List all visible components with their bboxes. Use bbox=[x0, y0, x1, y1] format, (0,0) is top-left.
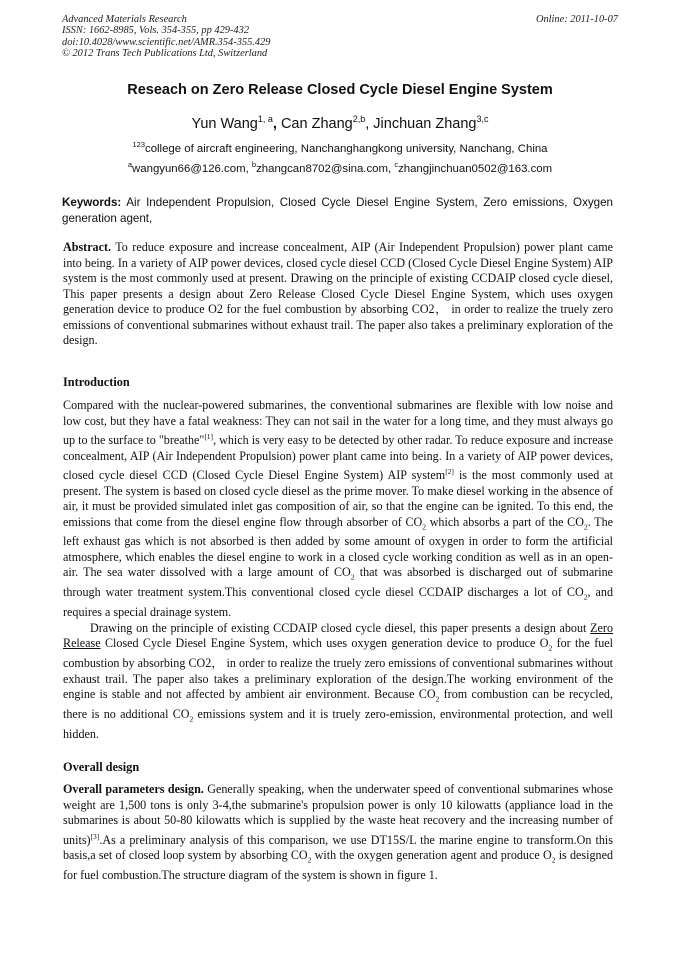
online-date: Online: 2011-10-07 bbox=[535, 14, 618, 25]
paper-title: Reseach on Zero Release Closed Cycle Diesel Engine System bbox=[127, 82, 553, 98]
affiliation bbox=[62, 140, 618, 155]
subscript: 2 bbox=[307, 855, 312, 865]
text-run: that was absorbed is discharged out of submarine through water treatment system.This conventional closed cycle diesel CCDAIP discharges a lot of CO bbox=[63, 565, 613, 600]
text-run: . The left exhaust gas which is not absorbed is then added by some amount of oxygen in order to form the artificial atmosphere, which enables the diesel engine to work in a closed cycle working condition as well as in an open-air. The sea water dissolved with a large amount of CO bbox=[63, 514, 613, 580]
email-mark: c bbox=[394, 160, 399, 169]
affiliation-mark: 123 bbox=[132, 140, 145, 149]
journal-name: Advanced Materials Research bbox=[62, 14, 187, 25]
author-name: Can Zhang bbox=[280, 115, 353, 132]
author-affil-mark: 2,b bbox=[352, 114, 366, 124]
subscript: 2 bbox=[350, 572, 355, 582]
email-list bbox=[62, 160, 618, 175]
email-mark: b bbox=[251, 160, 257, 169]
text-run: with the oxygen generation agent and produce O bbox=[311, 848, 552, 863]
author-affil-mark: 1, a bbox=[257, 114, 273, 124]
doi-line: doi:10.4028/www.scientific.net/AMR.354-355.429 bbox=[62, 36, 271, 48]
citation-ref[interactable]: [3] bbox=[90, 831, 100, 841]
running-header bbox=[62, 14, 618, 60]
text-run: .As a preliminary analysis of this comparison, we use DT15S/L the marine engine to transform.On this basis,a set of closed loop system by absorbing CO bbox=[63, 832, 613, 863]
abstract-text: To reduce exposure and increase concealment, AIP (Air Independent Propulsion) power plant came into being. In a variety of AIP power devices, closed cycle diesel CCD (Closed Cycle Diesel Engine System) AIP system is the most commonly used at present. Drawing on the principle of existing CCDAIP closed cycle diesel, This paper presents a design about Zero Release Closed Cycle Diesel Engine System, which uses oxygen generation device to produce O2 for the fuel combustion by absorbing CO2， in order to realize the truely zero emissions of conventional submarines without exhaust trail. The paper also takes a preliminary exploration of the design. bbox=[63, 240, 613, 347]
subscript: 2 bbox=[583, 521, 588, 531]
paragraph bbox=[63, 782, 613, 883]
email-address[interactable]: wangyun66@126.com, bbox=[132, 162, 249, 175]
keywords-text: Air Independent Propulsion, Closed Cycle Diesel Engine System, Zero emissions, Oxygen generation agent, bbox=[62, 196, 614, 225]
text-run: Drawing on the principle of existing CCDAIP closed cycle diesel, this paper presents a design about bbox=[90, 620, 591, 635]
author-list: Yun Wang$^{1, a}$, Can Zhang$^{2,b}$, Jinchuan Zhang$^{3,c}$ bbox=[191, 114, 489, 132]
author-name: Yun Wang bbox=[191, 115, 258, 132]
introduction-body bbox=[63, 398, 613, 743]
citation-ref[interactable]: [2] bbox=[445, 467, 454, 477]
citation-ref[interactable]: [1] bbox=[204, 432, 214, 441]
text-run: from combustion can be recycled, there is no additional CO bbox=[63, 687, 614, 722]
subscript: 2 bbox=[422, 521, 427, 531]
section-heading-overall-design: Overall design bbox=[63, 760, 140, 774]
text-run: , and requires a special drainage system. bbox=[63, 585, 614, 620]
text-run: Closed Cycle Diesel Engine System, which uses oxygen generation device to produce O bbox=[100, 636, 549, 651]
email-address[interactable]: zhangcan8702@sina.com, bbox=[256, 162, 392, 175]
affiliation-text: college of aircraft engineering, Nanchanghangkong university, Nanchang, China bbox=[145, 142, 548, 155]
keywords-label: Keywords: bbox=[62, 196, 122, 209]
overall-design-body bbox=[63, 782, 613, 883]
email-address[interactable]: zhangjinchuan0502@163.com bbox=[398, 162, 553, 175]
subscript: 2 bbox=[551, 855, 556, 865]
text-run: Compared with the nuclear-powered submarines, the conventional submarines are flexible with low noise and low cost, but they have a fatal weakness: They can not sail in the water for a long time, and they must always go up to the surface to "breathe" bbox=[63, 398, 613, 448]
paragraph bbox=[63, 621, 613, 743]
underlined-text: Zero Release bbox=[63, 620, 613, 651]
subscript: 2 bbox=[548, 643, 553, 653]
copyright-line: © 2012 Trans Tech Publications Ltd, Switzerland bbox=[62, 48, 268, 60]
subscript: 2 bbox=[583, 592, 588, 602]
subsection-label: Overall parameters design. bbox=[63, 782, 204, 796]
text-run: which absorbs a part of the CO bbox=[426, 514, 584, 529]
email-mark: a bbox=[127, 160, 133, 169]
paragraph bbox=[63, 398, 613, 621]
text-run: is the most commonly used at present. The system is based on closed cycle diesel as the prime mover. To make diesel working in the absence of air, it must be provided simulated inlet gas composition of air, so that the engine can be ignited. To this end, the emissions that come from the diesel engine flow through absorber of CO bbox=[63, 468, 613, 529]
author-name: Jinchuan Zhang bbox=[373, 115, 477, 132]
subscript: 2 bbox=[189, 714, 194, 724]
abstract bbox=[63, 240, 613, 349]
issn-line: ISSN: 1662-8985, Vols. 354-355, pp 429-432 bbox=[62, 25, 250, 37]
section-heading-introduction: Introduction bbox=[63, 375, 130, 389]
keywords bbox=[62, 195, 613, 226]
subscript: 2 bbox=[435, 694, 440, 704]
text-run: , which is very easy to be detected by other radar. To reduce exposure and increase concealment, AIP (Air Independent Propulsion) power plant came into being. In a variety of AIP power devices, closed cycle diesel CCD (Closed Cycle Diesel Engine System) AIP system bbox=[63, 433, 614, 483]
author-affil-mark: 3,c bbox=[476, 114, 489, 124]
text-run: Generally speaking, when the underwater speed of conventional submarines whose weight are 1,500 tons is only 3-4,the submarine's propulsion power is only 10 kilowatts (appliance load in the submarines is about 50-80 kilowatts which is supplied by the waste heat recovery and the increasing number of units) bbox=[63, 782, 613, 847]
text-run: is designed for fuel combustion.The structure diagram of the system is shown in figure 1. bbox=[63, 848, 613, 882]
abstract-label: Abstract. bbox=[63, 240, 112, 254]
text-run: for the fuel combustion by absorbing CO2， in order to realize the truely zero emissions of conventional submarines without exhaust trail. The paper also takes a preliminary exploration of the design.The working environment of the engine is stable and not affected by ambient air environment. Because CO bbox=[63, 636, 613, 702]
text-run: emissions system and it is truely zero-emission, environmental protection, and well hidden. bbox=[63, 707, 613, 741]
